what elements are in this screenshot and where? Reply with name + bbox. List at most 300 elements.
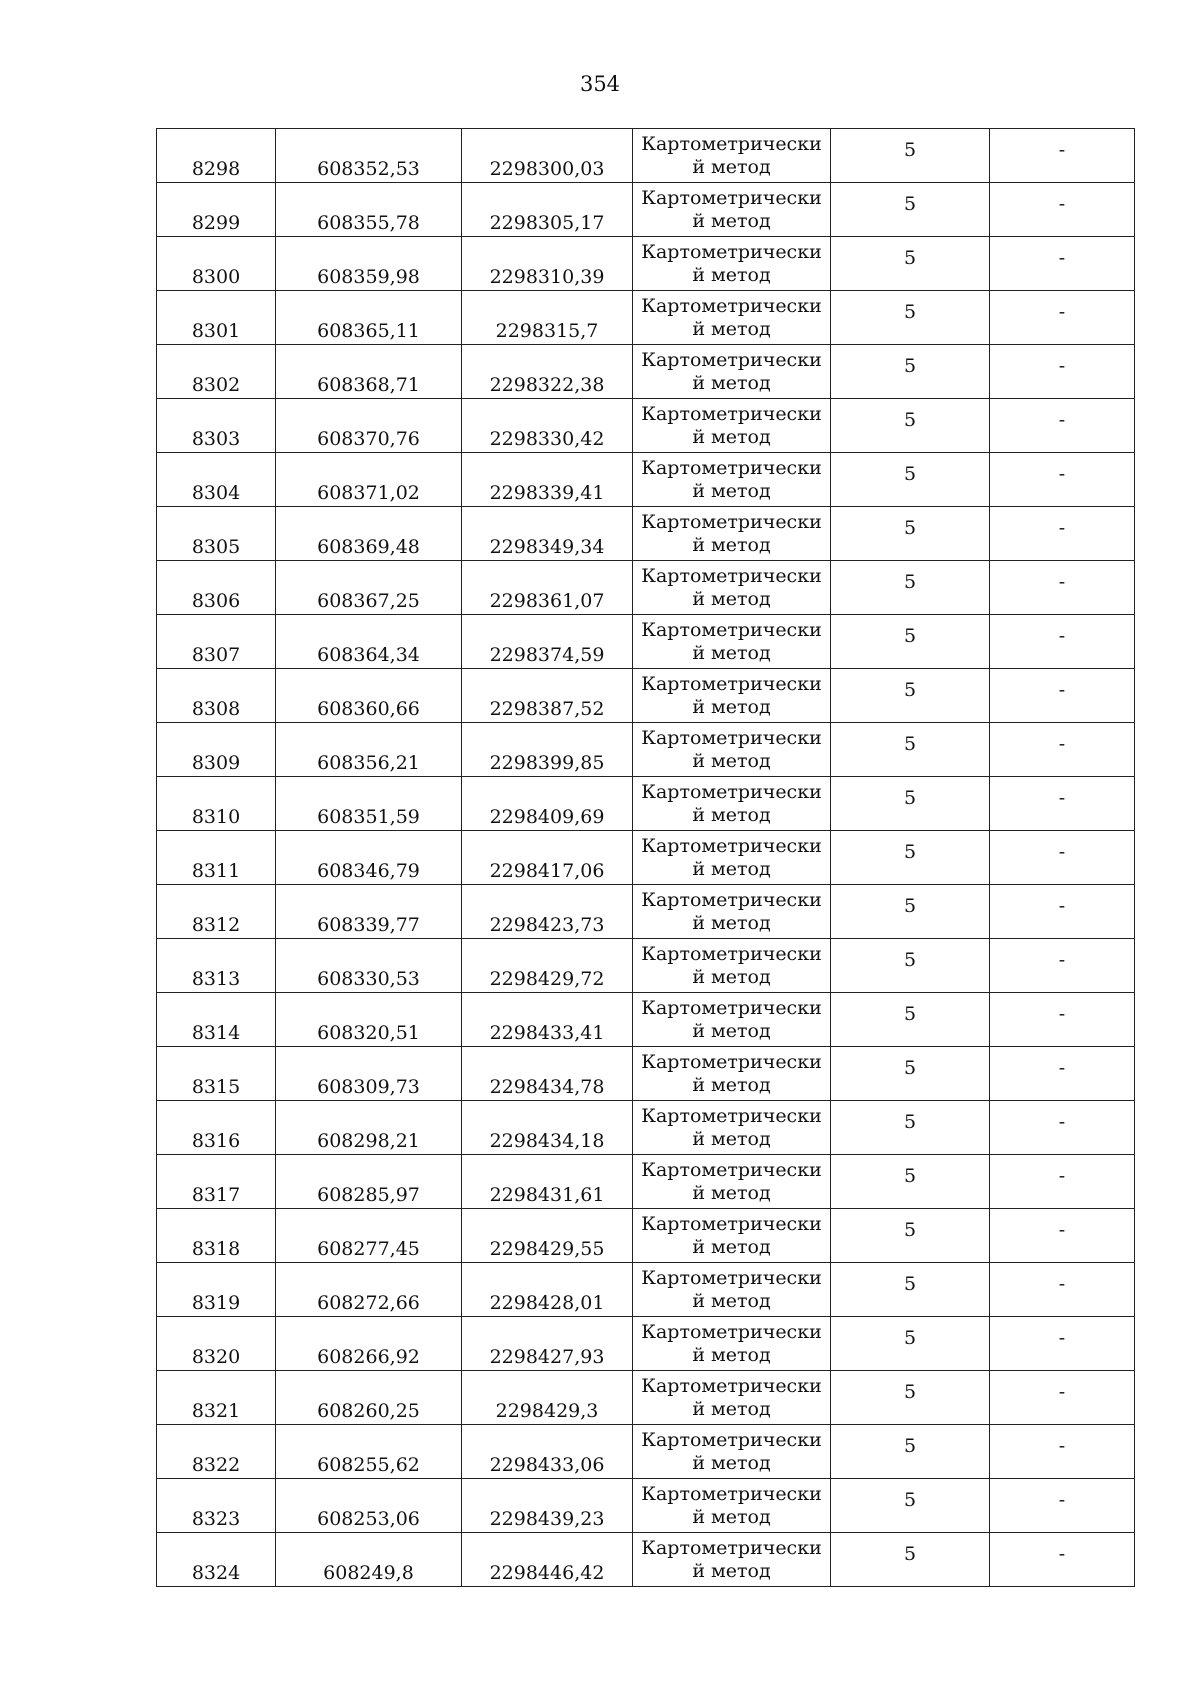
method-text-line1: Картометрически [641,727,822,750]
method-cell [633,1317,831,1371]
note-value: - [1058,1110,1066,1133]
note-cell [990,615,1135,669]
method-text-line2: й метод [692,1451,771,1474]
coordinate-y-cell: 2298429,3 [462,1371,633,1425]
note-value: - [1058,732,1066,755]
coordinate-x-cell: 608352,53 [276,129,462,183]
method-text-line1: Картометрически [641,511,822,534]
coordinate-y-cell: 2298409,69 [462,777,633,831]
method-text-line1: Картометрически [641,1213,822,1236]
coordinate-y-cell: 2298387,52 [462,669,633,723]
coordinate-x-cell: 608320,51 [276,993,462,1047]
coordinate-x-cell: 608371,02 [276,453,462,507]
coordinate-x-cell: 608365,11 [276,291,462,345]
note-cell [990,1479,1135,1533]
coordinate-y-cell: 2298315,7 [462,291,633,345]
note-value: - [1058,1380,1066,1403]
note-cell [990,1101,1135,1155]
coordinate-x-cell: 608359,98 [276,237,462,291]
coordinate-y-cell: 2298310,39 [462,237,633,291]
method-cell [633,1047,831,1101]
method-text-line1: Картометрически [641,997,822,1020]
accuracy-cell [831,669,990,723]
coordinate-x-cell: 608367,25 [276,561,462,615]
table-row [157,993,1135,1047]
point-number-cell: 8313 [157,939,276,993]
note-value: - [1058,678,1066,701]
method-text-line1: Картометрически [641,889,822,912]
method-text-line2: й метод [692,1397,771,1420]
method-text-line1: Картометрически [641,943,822,966]
method-cell [633,237,831,291]
method-text-line2: й метод [692,641,771,664]
method-text-line1: Картометрически [641,1537,822,1560]
point-number-cell: 8301 [157,291,276,345]
coordinate-y-cell: 2298349,34 [462,507,633,561]
accuracy-value: 5 [903,840,917,863]
table-row [157,831,1135,885]
method-text-line2: й метод [692,1235,771,1258]
coordinate-x-cell: 608255,62 [276,1425,462,1479]
accuracy-value: 5 [903,1542,917,1565]
coordinate-y-cell: 2298417,06 [462,831,633,885]
point-number-cell: 8320 [157,1317,276,1371]
point-number-cell: 8322 [157,1425,276,1479]
method-cell [633,1479,831,1533]
point-number-cell: 8324 [157,1533,276,1587]
table-row [157,777,1135,831]
coordinate-y-cell: 2298429,55 [462,1209,633,1263]
table-row [157,723,1135,777]
method-cell [633,939,831,993]
method-text-line2: й метод [692,371,771,394]
point-number-cell: 8298 [157,129,276,183]
point-number-cell: 8315 [157,1047,276,1101]
accuracy-cell [831,1263,990,1317]
note-value: - [1058,786,1066,809]
table-row [157,453,1135,507]
accuracy-cell [831,237,990,291]
point-number-cell: 8311 [157,831,276,885]
point-number-cell: 8317 [157,1155,276,1209]
method-cell [633,345,831,399]
note-cell [990,885,1135,939]
table-row [157,669,1135,723]
method-text-line1: Картометрически [641,241,822,264]
table-row [157,1263,1135,1317]
point-number-cell: 8316 [157,1101,276,1155]
accuracy-value: 5 [903,948,917,971]
point-number-cell: 8303 [157,399,276,453]
accuracy-value: 5 [903,570,917,593]
coordinate-x-cell: 608370,76 [276,399,462,453]
accuracy-value: 5 [903,138,917,161]
coordinate-x-cell: 608266,92 [276,1317,462,1371]
note-value: - [1058,300,1066,323]
method-cell [633,399,831,453]
method-text-line1: Картометрически [641,1051,822,1074]
accuracy-cell [831,291,990,345]
note-value: - [1058,1326,1066,1349]
note-value: - [1058,1164,1066,1187]
accuracy-value: 5 [903,1434,917,1457]
accuracy-cell [831,723,990,777]
accuracy-cell [831,1155,990,1209]
coordinate-y-cell: 2298361,07 [462,561,633,615]
method-cell [633,1371,831,1425]
coordinate-x-cell: 608272,66 [276,1263,462,1317]
coordinate-y-cell: 2298433,41 [462,993,633,1047]
table-row [157,561,1135,615]
note-cell [990,1533,1135,1587]
method-text-line1: Картометрически [641,403,822,426]
coordinate-y-cell: 2298427,93 [462,1317,633,1371]
method-text-line2: й метод [692,1505,771,1528]
accuracy-value: 5 [903,1164,917,1187]
point-number-cell: 8304 [157,453,276,507]
point-number-cell: 8308 [157,669,276,723]
method-text-line2: й метод [692,263,771,286]
accuracy-value: 5 [903,192,917,215]
note-cell [990,561,1135,615]
point-number-cell: 8299 [157,183,276,237]
accuracy-cell [831,615,990,669]
point-number-cell: 8318 [157,1209,276,1263]
accuracy-value: 5 [903,1272,917,1295]
method-cell [633,1425,831,1479]
point-number-cell: 8312 [157,885,276,939]
coordinate-x-cell: 608351,59 [276,777,462,831]
accuracy-cell [831,453,990,507]
table-row [157,1371,1135,1425]
method-cell [633,183,831,237]
method-cell [633,561,831,615]
note-cell [990,507,1135,561]
note-value: - [1058,1542,1066,1565]
accuracy-cell [831,1533,990,1587]
method-text-line1: Картометрически [641,1321,822,1344]
point-number-cell: 8321 [157,1371,276,1425]
table-row [157,129,1135,183]
accuracy-value: 5 [903,678,917,701]
method-text-line1: Картометрически [641,781,822,804]
accuracy-cell [831,183,990,237]
method-cell [633,723,831,777]
method-cell [633,507,831,561]
note-value: - [1058,840,1066,863]
point-number-cell: 8310 [157,777,276,831]
coordinates-table [156,128,1135,1587]
method-text-line1: Картометрически [641,133,822,156]
coordinate-x-cell: 608253,06 [276,1479,462,1533]
accuracy-cell [831,1047,990,1101]
note-cell [990,183,1135,237]
note-cell [990,237,1135,291]
method-text-line2: й метод [692,857,771,880]
method-text-line1: Картометрически [641,1483,822,1506]
point-number-cell: 8323 [157,1479,276,1533]
method-text-line2: й метод [692,533,771,556]
method-text-line2: й метод [692,425,771,448]
point-number-cell: 8319 [157,1263,276,1317]
coordinate-x-cell: 608355,78 [276,183,462,237]
coordinate-y-cell: 2298434,78 [462,1047,633,1101]
method-cell [633,1101,831,1155]
accuracy-cell [831,831,990,885]
note-value: - [1058,1488,1066,1511]
coordinate-x-cell: 608285,97 [276,1155,462,1209]
method-text-line2: й метод [692,587,771,610]
note-cell [990,1371,1135,1425]
note-cell [990,777,1135,831]
accuracy-cell [831,939,990,993]
accuracy-value: 5 [903,1380,917,1403]
note-value: - [1058,624,1066,647]
note-cell [990,129,1135,183]
coordinate-x-cell: 608277,45 [276,1209,462,1263]
accuracy-value: 5 [903,516,917,539]
table-row [157,1047,1135,1101]
note-value: - [1058,1056,1066,1079]
note-value: - [1058,354,1066,377]
coordinate-y-cell: 2298434,18 [462,1101,633,1155]
method-cell [633,615,831,669]
accuracy-cell [831,993,990,1047]
accuracy-cell [831,1101,990,1155]
page-number: 354 [579,72,621,96]
method-text-line2: й метод [692,1127,771,1150]
coordinate-y-cell: 2298300,03 [462,129,633,183]
accuracy-cell [831,885,990,939]
table-row [157,399,1135,453]
point-number-cell: 8305 [157,507,276,561]
coordinate-y-cell: 2298305,17 [462,183,633,237]
method-cell [633,777,831,831]
note-cell [990,993,1135,1047]
note-cell [990,345,1135,399]
note-value: - [1058,192,1066,215]
note-cell [990,1425,1135,1479]
method-text-line1: Картометрически [641,835,822,858]
coordinate-x-cell: 608356,21 [276,723,462,777]
coordinate-x-cell: 608260,25 [276,1371,462,1425]
method-cell [633,291,831,345]
coordinate-x-cell: 608368,71 [276,345,462,399]
accuracy-value: 5 [903,462,917,485]
table-row [157,1101,1135,1155]
method-text-line2: й метод [692,1559,771,1582]
accuracy-value: 5 [903,1218,917,1241]
method-text-line2: й метод [692,965,771,988]
method-text-line2: й метод [692,1073,771,1096]
method-text-line2: й метод [692,479,771,502]
point-number-cell: 8300 [157,237,276,291]
method-cell [633,1209,831,1263]
coordinate-y-cell: 2298433,06 [462,1425,633,1479]
table-row [157,507,1135,561]
method-text-line2: й метод [692,1289,771,1312]
method-text-line2: й метод [692,749,771,772]
method-cell [633,453,831,507]
method-text-line1: Картометрически [641,457,822,480]
method-text-line1: Картометрически [641,565,822,588]
table-row [157,939,1135,993]
accuracy-value: 5 [903,1326,917,1349]
note-cell [990,1263,1135,1317]
accuracy-cell [831,1209,990,1263]
table-row [157,291,1135,345]
accuracy-value: 5 [903,408,917,431]
note-value: - [1058,894,1066,917]
coordinate-y-cell: 2298429,72 [462,939,633,993]
table-row [157,237,1135,291]
method-text-line1: Картометрически [641,349,822,372]
note-value: - [1058,1218,1066,1241]
method-cell [633,129,831,183]
table-row [157,1479,1135,1533]
coordinate-y-cell: 2298339,41 [462,453,633,507]
note-value: - [1058,516,1066,539]
method-text-line2: й метод [692,803,771,826]
coordinate-y-cell: 2298399,85 [462,723,633,777]
note-value: - [1058,138,1066,161]
coordinate-y-cell: 2298423,73 [462,885,633,939]
method-cell [633,885,831,939]
note-value: - [1058,948,1066,971]
note-value: - [1058,1002,1066,1025]
coordinate-x-cell: 608249,8 [276,1533,462,1587]
method-text-line2: й метод [692,317,771,340]
accuracy-cell [831,129,990,183]
coordinate-x-cell: 608298,21 [276,1101,462,1155]
coordinate-y-cell: 2298374,59 [462,615,633,669]
accuracy-value: 5 [903,246,917,269]
note-cell [990,939,1135,993]
note-cell [990,453,1135,507]
method-text-line1: Картометрически [641,1267,822,1290]
accuracy-value: 5 [903,1488,917,1511]
accuracy-cell [831,561,990,615]
coordinate-y-cell: 2298431,61 [462,1155,633,1209]
method-cell [633,993,831,1047]
accuracy-cell [831,777,990,831]
accuracy-cell [831,1425,990,1479]
point-number-cell: 8302 [157,345,276,399]
note-value: - [1058,246,1066,269]
method-text-line1: Картометрически [641,1429,822,1452]
note-cell [990,1155,1135,1209]
coordinate-y-cell: 2298428,01 [462,1263,633,1317]
point-number-cell: 8306 [157,561,276,615]
table-row [157,345,1135,399]
method-text-line2: й метод [692,1181,771,1204]
accuracy-value: 5 [903,1110,917,1133]
table-row [157,1533,1135,1587]
point-number-cell: 8309 [157,723,276,777]
point-number-cell: 8307 [157,615,276,669]
coordinate-x-cell: 608309,73 [276,1047,462,1101]
method-text-line1: Картометрически [641,187,822,210]
method-text-line1: Картометрически [641,619,822,642]
coordinate-x-cell: 608339,77 [276,885,462,939]
note-cell [990,1317,1135,1371]
accuracy-value: 5 [903,786,917,809]
method-text-line2: й метод [692,1343,771,1366]
accuracy-cell [831,345,990,399]
note-value: - [1058,1272,1066,1295]
point-number-cell: 8314 [157,993,276,1047]
method-text-line1: Картометрически [641,1105,822,1128]
note-cell [990,1047,1135,1101]
accuracy-value: 5 [903,300,917,323]
table-row [157,1209,1135,1263]
accuracy-value: 5 [903,624,917,647]
method-text-line2: й метод [692,209,771,232]
coordinate-x-cell: 608330,53 [276,939,462,993]
accuracy-cell [831,1317,990,1371]
table-row [157,615,1135,669]
method-cell [633,831,831,885]
method-text-line1: Картометрически [641,673,822,696]
method-text-line1: Картометрически [641,1375,822,1398]
method-text-line1: Картометрически [641,1159,822,1182]
accuracy-value: 5 [903,1056,917,1079]
coordinate-x-cell: 608364,34 [276,615,462,669]
coordinate-y-cell: 2298330,42 [462,399,633,453]
note-cell [990,399,1135,453]
method-text-line2: й метод [692,695,771,718]
note-value: - [1058,570,1066,593]
accuracy-cell [831,507,990,561]
accuracy-value: 5 [903,894,917,917]
method-cell [633,1263,831,1317]
note-value: - [1058,462,1066,485]
coordinate-x-cell: 608360,66 [276,669,462,723]
table-row [157,1155,1135,1209]
note-value: - [1058,1434,1066,1457]
accuracy-value: 5 [903,354,917,377]
note-value: - [1058,408,1066,431]
method-cell [633,669,831,723]
accuracy-cell [831,1479,990,1533]
coordinate-x-cell: 608346,79 [276,831,462,885]
coordinate-y-cell: 2298439,23 [462,1479,633,1533]
coordinates-table-body [157,129,1135,1587]
method-text-line2: й метод [692,155,771,178]
table-row [157,1317,1135,1371]
note-cell [990,1209,1135,1263]
note-cell [990,831,1135,885]
accuracy-value: 5 [903,732,917,755]
method-text-line1: Картометрически [641,295,822,318]
method-cell [633,1155,831,1209]
accuracy-value: 5 [903,1002,917,1025]
coordinate-x-cell: 608369,48 [276,507,462,561]
table-row [157,885,1135,939]
method-text-line2: й метод [692,1019,771,1042]
coordinate-y-cell: 2298446,42 [462,1533,633,1587]
method-cell [633,1533,831,1587]
note-cell [990,669,1135,723]
table-row [157,1425,1135,1479]
note-cell [990,291,1135,345]
note-cell [990,723,1135,777]
accuracy-cell [831,399,990,453]
coordinate-y-cell: 2298322,38 [462,345,633,399]
table-row [157,183,1135,237]
accuracy-cell [831,1371,990,1425]
method-text-line2: й метод [692,911,771,934]
